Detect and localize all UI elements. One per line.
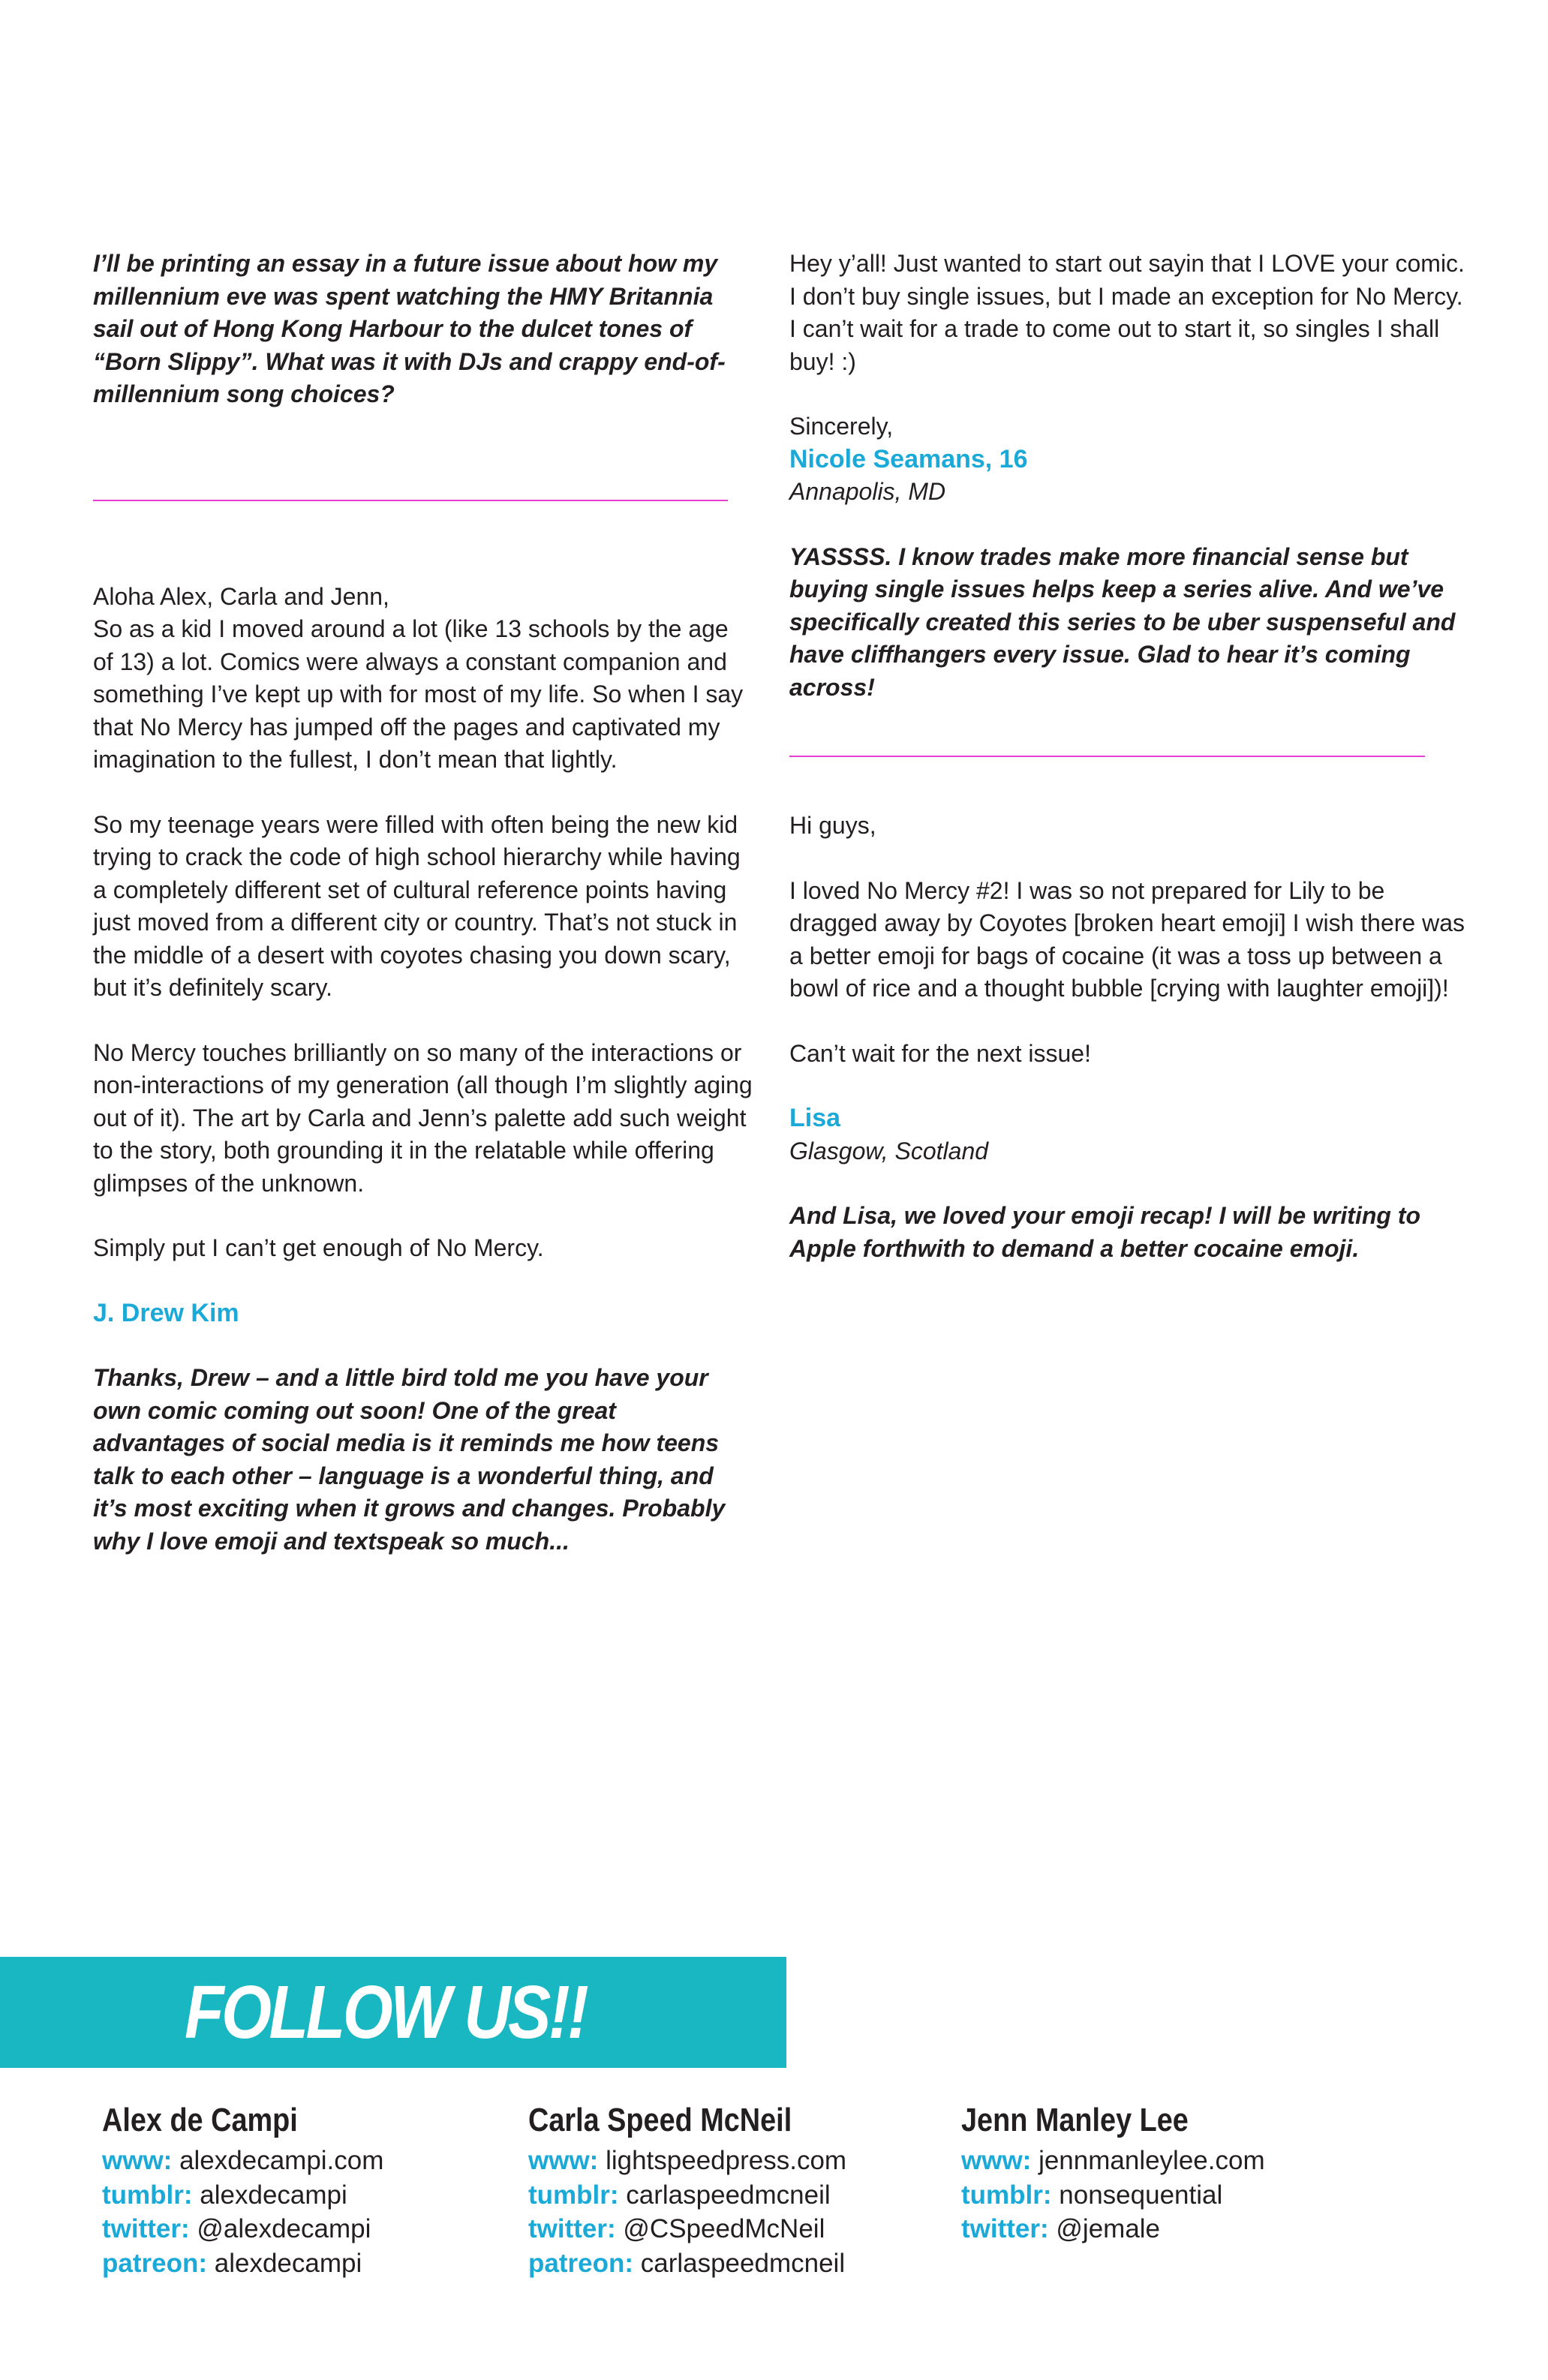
- editor-reply: And Lisa, we loved your emoji recap! I will be writing to Apple forthwith to demand a better cocaine emoji.: [789, 1202, 1421, 1262]
- contact-carla-speed-mcneil: [528, 2099, 846, 2280]
- contact-link-tumblr[interactable]: tumblr: alexdecampi: [102, 2180, 347, 2210]
- contact-link-patreon[interactable]: patreon: alexdecampi: [102, 2248, 362, 2278]
- contact-link-www[interactable]: www: jennmanleylee.com: [961, 2146, 1265, 2175]
- letter-paragraph: Simply put I can’t get enough of No Mercy.: [93, 1234, 544, 1261]
- editor-reply-intro: I’ll be printing an essay in a future issue about how my millennium eve was spent watching the HMY Britannia sail out of Hong Kong Harbour to the dulcet tones of “Born Slippy”. What was it with DJs and crappy end-of-millennium song choices?: [93, 250, 726, 407]
- contact-link-www[interactable]: www: lightspeedpress.com: [528, 2146, 847, 2175]
- letter-paragraph: I loved No Mercy #2! I was so not prepared for Lily to be dragged away by Coyotes [broken heart emoji] I wish there was a better emoji for bags of cocaine (it was a toss up between a bowl of rice and a thought bubble [crying with laughter emoji])!: [789, 876, 1465, 1002]
- letter-signature: J. Drew Kim: [93, 1298, 239, 1327]
- editor-reply: YASSSS. I know trades make more financial sense but buying single issues helps keep a series alive. And we’ve specifically created this series to be uber suspenseful and have cliffhangers every issue. Glad to hear it’s coming across!: [789, 542, 1456, 701]
- contact-link-tumblr[interactable]: tumblr: nonsequential: [961, 2180, 1223, 2210]
- follow-us-title: FOLLOW US!!: [185, 1970, 587, 2054]
- contact-link-twitter[interactable]: twitter: @jemale: [961, 2214, 1161, 2243]
- letter-paragraph: No Mercy touches brilliantly on so many of the interactions or non-interactions of my generation (all though I’m slightly aging out of it). The art by Carla and Jenn’s palette add such weight to the story, both grounding it in the relatable while offering glimpses of the unknown.: [93, 1038, 753, 1197]
- letter-paragraph: So my teenage years were filled with often being the new kid trying to crack the code of high school hierarchy while having a completely different set of cultural reference points having just moved from a different city or country. That’s not stuck in the middle of a desert with coyotes chasing you down scary, but it’s definitely scary.: [93, 810, 741, 1001]
- contact-name: Alex de Campi: [102, 2102, 298, 2138]
- contact-link-www[interactable]: www: alexdecampi.com: [102, 2146, 384, 2175]
- contact-name: Carla Speed McNeil: [528, 2102, 792, 2138]
- contact-link-patreon[interactable]: patreon: carlaspeedmcneil: [528, 2248, 846, 2278]
- letter-location: Annapolis, MD: [789, 478, 946, 505]
- letter-signature: Nicole Seamans, 16: [789, 444, 1028, 473]
- editor-reply: Thanks, Drew – and a little bird told me you have your own comic coming out soon! One of the great advantages of social media is it reminds me how teens talk to each other – language is a wonderful thing, and it’s most exciting when it grows and changes. Probably why I love emoji and textspeak so much...: [93, 1364, 726, 1555]
- letter-location: Glasgow, Scotland: [789, 1137, 989, 1164]
- letter-paragraph: Can’t wait for the next issue!: [789, 1039, 1091, 1067]
- contact-name: Jenn Manley Lee: [961, 2102, 1189, 2138]
- letter-paragraph: So as a kid I moved around a lot (like 13 schools by the age of 13) a lot. Comics were always a constant companion and something I’ve kept up with for most of my life. So when I say that No Mercy has jumped off the pages and captivated my imagination to the fullest, I don’t mean that lightly.: [93, 615, 744, 773]
- contact-link-tumblr[interactable]: tumblr: carlaspeedmcneil: [528, 2180, 831, 2210]
- right-column: [789, 248, 1465, 1265]
- contact-link-twitter[interactable]: twitter: @CSpeedMcNeil: [528, 2214, 825, 2243]
- contact-jenn-manley-lee: [961, 2099, 1265, 2246]
- letter-closing: Sincerely,: [789, 413, 894, 440]
- letter-greeting: Aloha Alex, Carla and Jenn,: [93, 582, 389, 610]
- letter-signature: Lisa: [789, 1104, 841, 1132]
- letter-paragraph: Hey y’all! Just wanted to start out sayin that I LOVE your comic. I don’t buy single issues, but I made an exception for No Mercy. I can’t wait for a trade to come out to start it, so singles I shall buy! :): [789, 250, 1465, 375]
- letter-greeting: Hi guys,: [789, 812, 876, 839]
- left-column: [93, 248, 753, 1558]
- contact-link-twitter[interactable]: twitter: @alexdecampi: [102, 2214, 371, 2243]
- follow-us-banner: [0, 1957, 786, 2068]
- contact-alex-de-campi: [102, 2099, 383, 2280]
